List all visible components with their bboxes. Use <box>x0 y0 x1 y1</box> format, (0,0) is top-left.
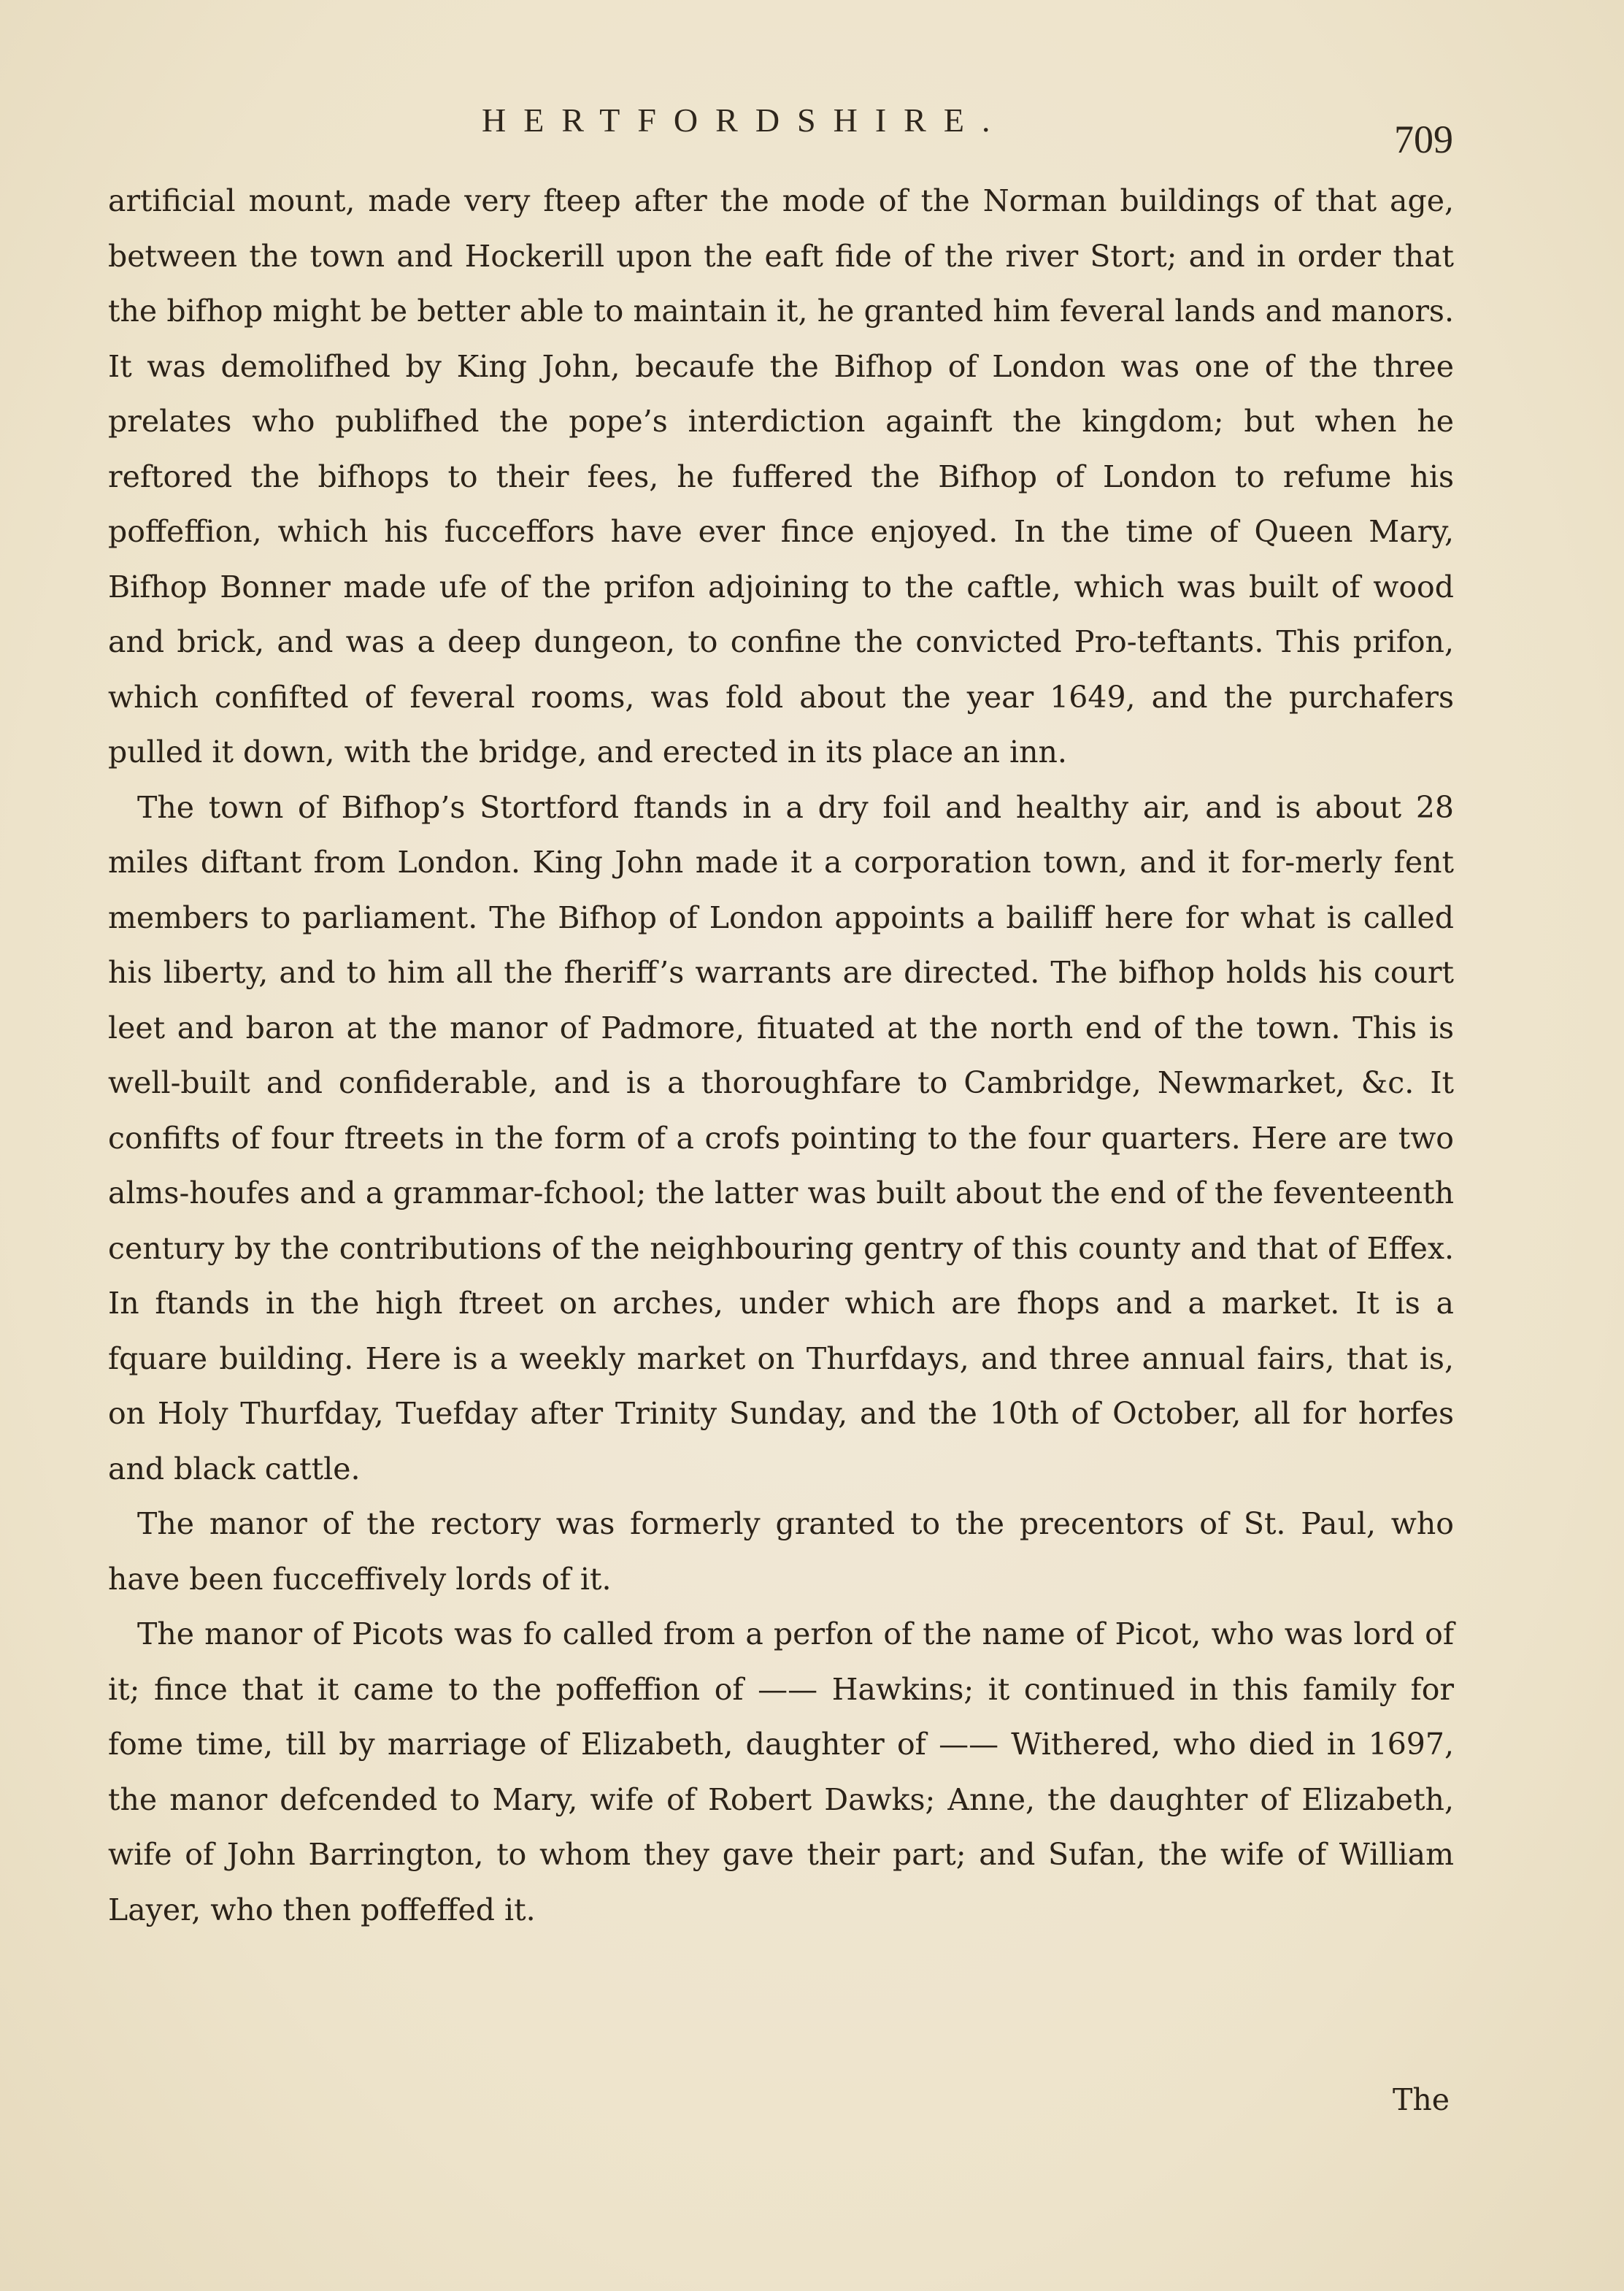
page-header <box>0 101 1624 159</box>
paragraph-picots-manor: The manor of Picots was fo called from a perfon of the name of Picot, who was lord of it; fince that it came to the poffeffion of —— Hawkins; it continued in this family for fome time, till by marriage of Elizabeth, daughter of —— Withered, who died in 1697, the manor defcended to Mary, wife of Robert Dawks; Anne, the daughter of Elizabeth, wife of John Barrington, to whom they gave their part; and Sufan, the wife of William Layer, who then poffeffed it. <box>108 1616 1454 1927</box>
paragraph-rectory-manor: The manor of the rectory was formerly granted to the precentors of St. Paul, who have been fucceffively lords of it. <box>108 1506 1454 1597</box>
catchword: The <box>1393 2082 1450 2117</box>
paragraph-town-description: The town of Bifhop’s Stortford ftands in a dry foil and healthy air, and is about 28 miles diftant from London. King John made it a corporation town, and it for-merly fent members to parliament. The Bifhop of London appoints a bailiff here for what is called his liberty, and to him all the fheriff’s warrants are directed. The bifhop holds his court leet and baron at the manor of Padmore, fituated at the north end of the town. This is well-built and confiderable, and is a thoroughfare to Cambridge, Newmarket, &c. It confifts of four ftreets in the form of a crofs pointing to the four quarters. Here are two alms-houfes and a grammar-fchool; the latter was built about the end of the feventeenth century by the contributions of the neighbouring gentry of this county and that of Effex. In ftands in the high ftreet on arches, under which are fhops and a market. It is a fquare building. Here is a weekly market on Thurfdays, and three annual fairs, that is, on Holy Thurfday, Tuefday after Trinity Sunday, and the 10th of October, all for horfes and black cattle. <box>108 789 1454 1486</box>
running-title: HERTFORDSHIRE. <box>482 101 1008 139</box>
page-number: 709 <box>1394 118 1453 161</box>
body-text <box>108 174 1454 1938</box>
paragraph-castle-history: artificial mount, made very fteep after the mode of the Norman buildings of that age, between the town and Hockerill upon the eaft fide of the river Stort; and in order that the bifhop might be better able to maintain it, he granted him feveral lands and manors. It was demolifhed by King John, becaufe the Bifhop of London was one of the three prelates who publifhed the pope’s interdiction againft the kingdom; but when he reftored the bifhops to their fees, he fuffered the Bifhop of London to refume his poffeffion, which his fucceffors have ever fince enjoyed. In the time of Queen Mary, Bifhop Bonner made ufe of the prifon adjoining to the caftle, which was built of wood and brick, and was a deep dungeon, to confine the convicted Pro-teftants. This prifon, which confifted of feveral rooms, was fold about the year 1649, and the purchafers pulled it down, with the bridge, and erected in its place an inn. <box>108 183 1454 770</box>
